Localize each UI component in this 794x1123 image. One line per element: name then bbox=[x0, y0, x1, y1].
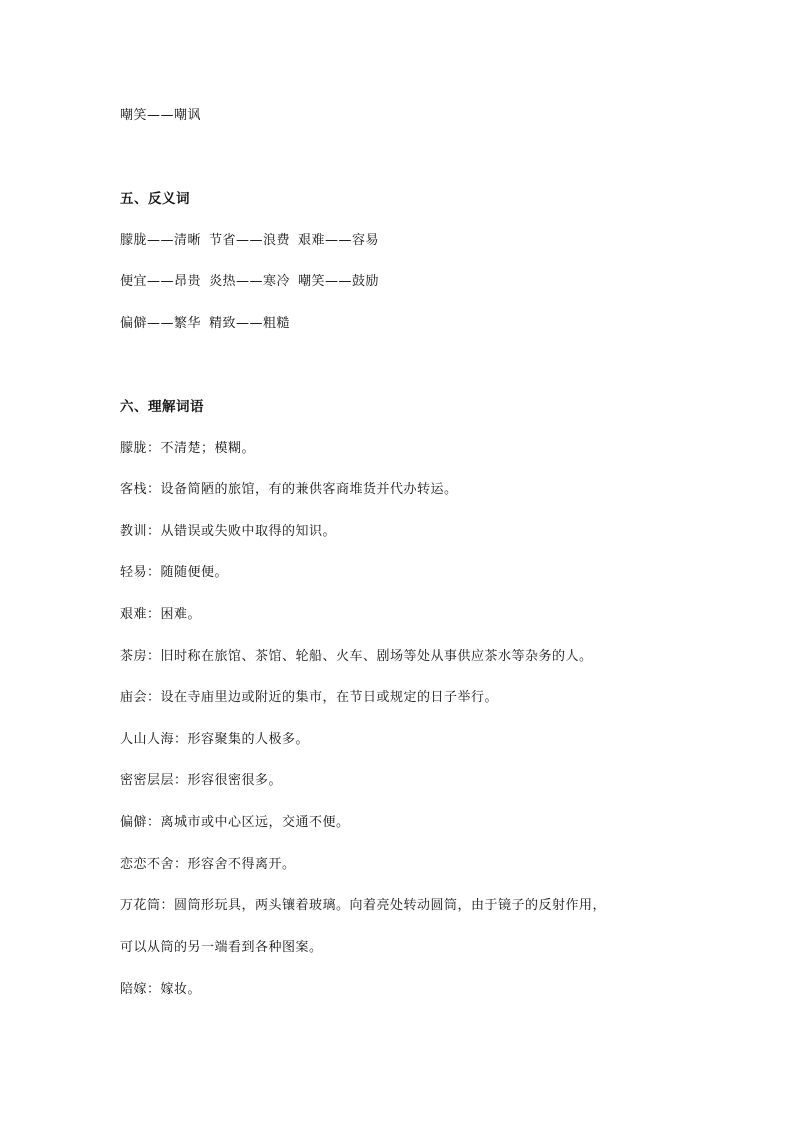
definition-item: 人山人海：形容聚集的人极多。 bbox=[120, 732, 310, 747]
antonym-row bbox=[120, 232, 379, 250]
definition-item: 陪嫁：嫁妆。 bbox=[120, 982, 202, 997]
definition-item: 教训：从错误或失败中取得的知识。 bbox=[120, 524, 337, 539]
antonym-pair: 炎热——寒冷 bbox=[209, 274, 291, 289]
definition-item: 密密层层：形容很密很多。 bbox=[120, 773, 283, 788]
definition-item: 茶房：旧时称在旅馆、茶馆、轮船、火车、剧场等处从事供应茶水等杂务的人。 bbox=[120, 649, 593, 664]
antonym-pair: 节省——浪费 bbox=[209, 233, 291, 248]
antonym-pair: 朦胧——清晰 bbox=[120, 233, 202, 248]
synonym-line: 嘲笑——嘲讽 bbox=[120, 108, 202, 123]
antonym-pair: 精致——粗糙 bbox=[209, 316, 291, 331]
definition-item: 客栈：设备简陋的旅馆，有的兼供客商堆货并代办转运。 bbox=[120, 482, 458, 497]
antonym-row bbox=[120, 273, 379, 291]
definition-item: 轻易：随随便便。 bbox=[120, 565, 229, 580]
definition-item-continuation: 可以从筒的另一端看到各种图案。 bbox=[120, 940, 323, 955]
section-heading-antonyms: 五、反义词 bbox=[120, 191, 190, 207]
section-heading-word-meanings: 六、理解词语 bbox=[120, 399, 204, 415]
antonym-pair: 便宜——昂贵 bbox=[120, 274, 202, 289]
definition-item: 万花筒：圆筒形玩具，两头镶着玻璃。向着亮处转动圆筒，由于镜子的反射作用， bbox=[120, 898, 607, 913]
definition-item: 恋恋不舍：形容舍不得离开。 bbox=[120, 857, 296, 872]
definition-item: 偏僻：离城市或中心区远，交通不便。 bbox=[120, 815, 350, 830]
antonym-row bbox=[120, 315, 290, 333]
antonym-pair: 嘲笑——鼓励 bbox=[298, 274, 380, 289]
definition-item: 艰难：困难。 bbox=[120, 607, 202, 622]
definition-item: 朦胧：不清楚；模糊。 bbox=[120, 441, 256, 456]
antonym-pair: 偏僻——繁华 bbox=[120, 316, 202, 331]
definition-item: 庙会：设在寺庙里边或附近的集市，在节日或规定的日子举行。 bbox=[120, 690, 499, 705]
antonym-pair: 艰难——容易 bbox=[298, 233, 380, 248]
